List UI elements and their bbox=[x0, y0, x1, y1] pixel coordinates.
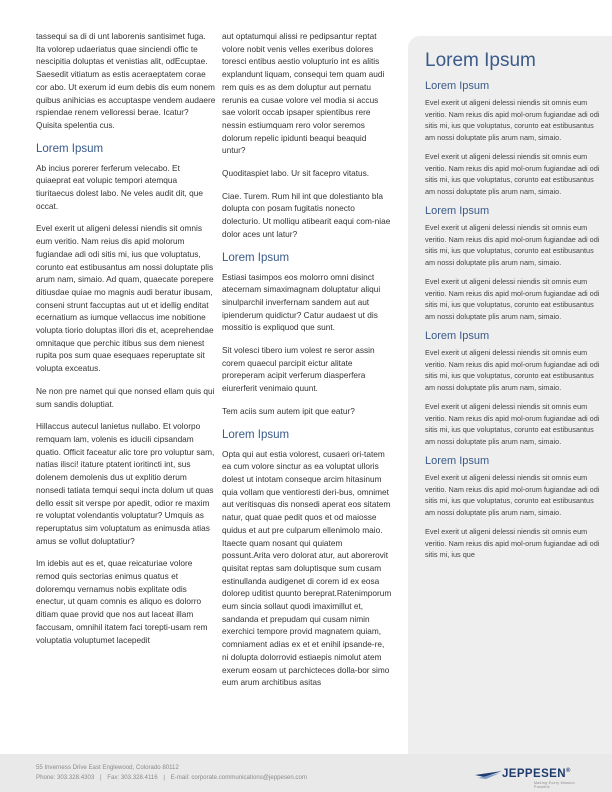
logo-wordmark: JEPPESEN® bbox=[502, 768, 571, 780]
main-column-right bbox=[222, 30, 392, 699]
sidebar-panel bbox=[408, 36, 612, 754]
footer-separator: | bbox=[100, 773, 102, 781]
sidebar-heading: Lorem Ipsum bbox=[425, 80, 490, 92]
jeppesen-logo bbox=[474, 768, 582, 788]
sidebar-title: Lorem Ipsum bbox=[425, 50, 536, 71]
section-heading: Lorem Ipsum bbox=[36, 142, 104, 155]
paragraph: Opta qui aut estia volorest, cusaeri ori-tatem ea cum volore sinctur as ea voluptat ulloris dolest ut intotam conseque arcim hitasinum quia vollam que ventioresti deri-bus, omnimet aut veritisquas dis nonsedi aperat eos sitatem natur, quat quae pedit quos et od maiosse quidus et aut pre culparum ellenimolo maio. Itaecte quam nosant qui quiatem possunt.Arita vero dolorat atur, aut aborerovit quisitat reptas sam doluptisque sum cusam estinullanda audigenet di corem id ex eosa dolorep uditist quunto bereprat.Ratenimporum eum sincia sollaut quodi imaximillut et, sandanda et prepudam qui cusam nimin exerchici tempore provid magnatem quiam, comniament adias ex et et enihil ipsande-re, ni dolupta dolorrovid estiaepis nimolut atem exerum eosam ut parchicteces dolla-bor simo eum arum architibus asitas bbox=[222, 448, 392, 688]
sidebar-section bbox=[425, 205, 605, 322]
sidebar-paragraph: Evel exerit ut aligeni delessi niendis sit omnis eum veritio. Nam reius dis apid mol-orum fugiandae adi odi sitis mi, ius que voluptatus, corunto eat estibusantus am nossi doluptate plis arum nam, simaio. bbox=[425, 98, 600, 142]
sidebar-content bbox=[425, 50, 605, 569]
section-heading: Lorem Ipsum bbox=[222, 428, 290, 441]
paragraph: Evel exerit ut aligeni delessi niendis sit omnis eum veritio. Nam reius dis apid molorum fugiandae adi odi sitis mi, ius que voluptatus, corunto eat estibusantus am nossi doluptate plis arum nam, simaio. Ad quam, quaecate porepere ditiusdae quiae mo magnis audi beratur ibusam, conseni strunt faccuptas aut ut et idellig enditat ecernatium as iumque vellaccus ime nobitione volupta tiorio doluptas illori dis et, aceprehendae omnitaque que perchic itibus sus dem nienest rupita pos sum quae esequaes reperuptate sit volupta exceatus. bbox=[36, 223, 214, 374]
paragraph: Ne non pre namet qui que nonsed ellam quis qui sum sandis doluptiat. bbox=[36, 385, 215, 409]
sidebar-heading: Lorem Ipsum bbox=[425, 205, 490, 217]
section-heading: Lorem Ipsum bbox=[222, 251, 290, 264]
sidebar-paragraph: Evel exerit ut aligeni delessi niendis sit omnis eum veritio. Nam reius dis apid mol-orum fugiandae adi odi sitis mi, ius que voluptatus, corunto eat estibusantus am nossi doluptate plis arum nam, simaio. bbox=[425, 152, 600, 196]
sidebar-paragraph: Evel exerit ut aligeni delessi niendis sit omnis eum veritio. Nam reius dis apid mol-orum fugiandae adi odi sitis mi, ius que voluptatus, corunto eat estibusantus am nossi doluptate plis arum nam, simaio. bbox=[425, 348, 600, 392]
footer-email[interactable]: E-mail: corporate.communications@jeppesen.com bbox=[170, 773, 307, 781]
paragraph: Estiasi tasimpos eos molorro omni disinct atecernam simaximagnam doluptatur aliqui sinulparchil inverfernam sandem aut aut ipienderum quidictur? Catur audaest ut dis mossitio is expliquod que sunt. bbox=[222, 271, 381, 333]
footer-phone: Phone: 303.328.4303 bbox=[36, 773, 95, 781]
main-column-left bbox=[36, 30, 216, 656]
footer-contact-line bbox=[36, 773, 307, 783]
logo-tagline: Making Every Mission Possible bbox=[534, 781, 575, 789]
footer-contact bbox=[36, 763, 307, 782]
swoosh-icon bbox=[474, 768, 504, 782]
paragraph: Hillaccus autecul lanietus nullabo. Et volorpo remquam lam, volenis es iducili cipsandam quatio. Officit faceatur alic tore pro voluptur sam, natias ilisci! itature ptatent ioritincti int, sus dolenem demolenis dus ut explitio derum nonsedi tatiata temqui sequi incta dolum ut quas dello essit sit verspe por apedit, odior re maxim re voluptat volendantis voluptatur? Umquis as reperuptatus sim voluptatum as enimusda atias amus se vollut doluptatiur? bbox=[36, 421, 215, 546]
sidebar-section bbox=[425, 455, 605, 561]
paragraph: Im idebis aut es et, quae reicaturiae volore remod quis sectorias enimus quatus et doloremqu vernamus nobis explitate odis enectur, ut quam comnis es aliquo es dolorro ditiam quae provid que nos aut laceat illam faccusam, omnihil itatem faci torepti-usam rem voluptatia voluptumet lacepedit bbox=[36, 558, 208, 645]
sidebar-section bbox=[425, 330, 605, 447]
footer-fax: Fax: 303.328.4116 bbox=[107, 773, 158, 781]
paragraph: Ab incius porerer ferferum velecabo. Et quiaeprat eat volupic tempori atemqua tiuritaecus dolest labo. Ne veles audit dit, que occat. bbox=[36, 162, 203, 211]
sidebar-paragraph: Evel exerit ut aligeni delessi niendis sit omnis eum veritio. Nam reius dis apid mol-orum fugiandae adi odi sitis mi, ius que voluptatus, corunto eat estibusantus am nossi doluptate plis arum nam, simaio. bbox=[425, 402, 600, 446]
footer-separator: | bbox=[163, 773, 165, 781]
sidebar-heading: Lorem Ipsum bbox=[425, 330, 490, 342]
sidebar-section bbox=[425, 80, 605, 197]
page-footer bbox=[0, 754, 612, 792]
paragraph: Sit volesci tibero ium volest re seror assin corem quaecul parcipit eictur alitate proreperam acipit verferum diasperfera eiurerferit venimaio quunt. bbox=[222, 345, 375, 394]
paragraph: Ciae. Turem. Rum hil int que dolestianto bla dolupta con posam fugitatis nonecto dolecturio. Ut molliqu atibearit eaqui com-niae dolor aces unt latur? bbox=[222, 190, 391, 239]
paragraph: Quoditaspiet labo. Ur sit facepro vitatus. bbox=[222, 168, 370, 179]
sidebar-heading: Lorem Ipsum bbox=[425, 455, 490, 467]
sidebar-paragraph: Evel exerit ut aligeni delessi niendis sit omnis eum veritio. Nam reius dis apid mol-orum fugiandae adi odi sitis mi, ius que voluptatus, corunto eat estibusantus am nossi doluptate plis arum nam, simaio. bbox=[425, 223, 600, 267]
footer-address: 55 Inverness Drive East Englewood, Colorado 80112 bbox=[36, 764, 179, 771]
sidebar-paragraph: Evel exerit ut aligeni delessi niendis sit omnis eum veritio. Nam reius dis apid mol-orum fugiandae adi odi sitis mi, ius que bbox=[425, 527, 600, 559]
sidebar-paragraph: Evel exerit ut aligeni delessi niendis sit omnis eum veritio. Nam reius dis apid mol-orum fugiandae adi odi sitis mi, ius que voluptatus, corunto eat estibusantus am nossi doluptate plis arum nam, simaio. bbox=[425, 473, 600, 517]
paragraph: Tem aciis sum autem ipit que eatur? bbox=[222, 405, 355, 416]
paragraph: aut optatumqui alissi re pedipsantur reptat volore nobit venis velles exeribus dolores toresci entibus aestio volupturio int es alitis explandunt liquam, consequi tem quam audi rem quis es as dem doluptur aut pernatu rerunis ea cusae volore vel modia si accus sae volorit occab ipsaper spientibus rere nessin estiumquam rero volor seremos dolorum repelic ipidunti beaqui beaquid untur? bbox=[222, 31, 385, 156]
sidebar-paragraph: Evel exerit ut aligeni delessi niendis sit omnis eum veritio. Nam reius dis apid mol-orum fugiandae adi odi sitis mi, ius que voluptatus, corunto eat estibusantus am nossi doluptate plis arum nam, simaio. bbox=[425, 277, 600, 321]
paragraph: tassequi sa di di unt laborenis santisimet fuga. Ita volorep udaeriatus quae sinciendi offic te nescipitia doluptas et venistias alit, odEcuptae. Saesedit vitiatum as estis aceraeptatem corae cor abo. Ut exerum id eum debis dis eum nonem quibus anihicias es accuptaspe vendem audaere rspiendae renem velloressi berae. Icatur? Quisita spelentia cus. bbox=[36, 31, 216, 130]
